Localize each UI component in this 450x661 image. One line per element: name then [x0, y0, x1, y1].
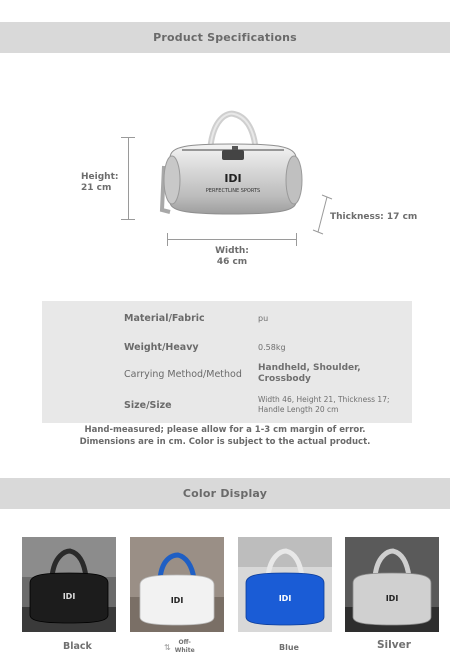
spec-row-size	[42, 393, 412, 419]
spec-row-carrying	[42, 361, 412, 389]
svg-text:IDI: IDI	[385, 594, 399, 603]
bag-photo-off-white	[130, 537, 224, 632]
color-caption-black: Black	[63, 641, 92, 652]
refresh-icon: ⇅	[164, 642, 171, 652]
spec-label: Size/Size	[124, 400, 172, 411]
spec-value: pu	[258, 314, 269, 323]
spec-value: Handheld, Shoulder, Crossbody	[258, 363, 361, 384]
bag-photo-black	[22, 537, 116, 632]
color-swatch-blue[interactable]	[238, 537, 332, 632]
spec-label: Material/Fabric	[124, 312, 205, 324]
height-tick-bottom	[121, 219, 135, 220]
color-header-title: Color Display	[182, 487, 268, 500]
color-swatch-black[interactable]	[22, 537, 116, 632]
color-swatch-silver[interactable]	[345, 537, 439, 632]
color-swatch-off-white[interactable]	[130, 537, 224, 632]
color-caption-silver: Silver	[377, 639, 411, 651]
duffel-bag-image	[158, 110, 306, 218]
svg-text:IDI: IDI	[170, 596, 184, 605]
height-line	[128, 137, 129, 219]
bag-logo: IDI	[224, 172, 242, 185]
height-tick-top	[121, 137, 135, 138]
color-header-band	[0, 478, 450, 509]
width-line	[167, 239, 296, 240]
measurement-note-line1: Hand-measured; please allow for a 1-3 cm margin of error.	[84, 425, 366, 435]
width-tick-left	[167, 233, 168, 246]
spec-label: Carrying Method/Method	[124, 369, 242, 380]
spec-row-material	[42, 307, 412, 329]
width-label: Width: 46 cm	[215, 246, 249, 267]
measurement-note-line2: Dimensions are in cm. Color is subject to the actual product.	[79, 437, 371, 447]
spec-header-band	[0, 22, 450, 53]
svg-text:IDI: IDI	[278, 594, 292, 603]
spec-label: Weight/Heavy	[124, 341, 199, 353]
spec-value: 0.58kg	[258, 343, 286, 352]
spec-header-title: Product Specifications	[153, 31, 297, 44]
color-caption-blue: Blue	[279, 643, 299, 652]
svg-text:IDI: IDI	[62, 592, 76, 601]
bag-print-text: PERFECTLINE SPORTS	[205, 188, 261, 194]
height-label: Height: 21 cm	[81, 172, 119, 193]
spec-row-weight	[42, 337, 412, 357]
bag-photo-silver	[345, 537, 439, 632]
spec-value: Width 46, Height 21, Thickness 17; Handle Length 20 cm	[258, 395, 390, 414]
spec-table	[42, 301, 412, 423]
bag-photo-blue	[238, 537, 332, 632]
thickness-label: Thickness: 17 cm	[330, 212, 418, 222]
color-caption-off-white: ⇅ Off-White	[164, 639, 195, 654]
width-tick-right	[296, 233, 297, 246]
